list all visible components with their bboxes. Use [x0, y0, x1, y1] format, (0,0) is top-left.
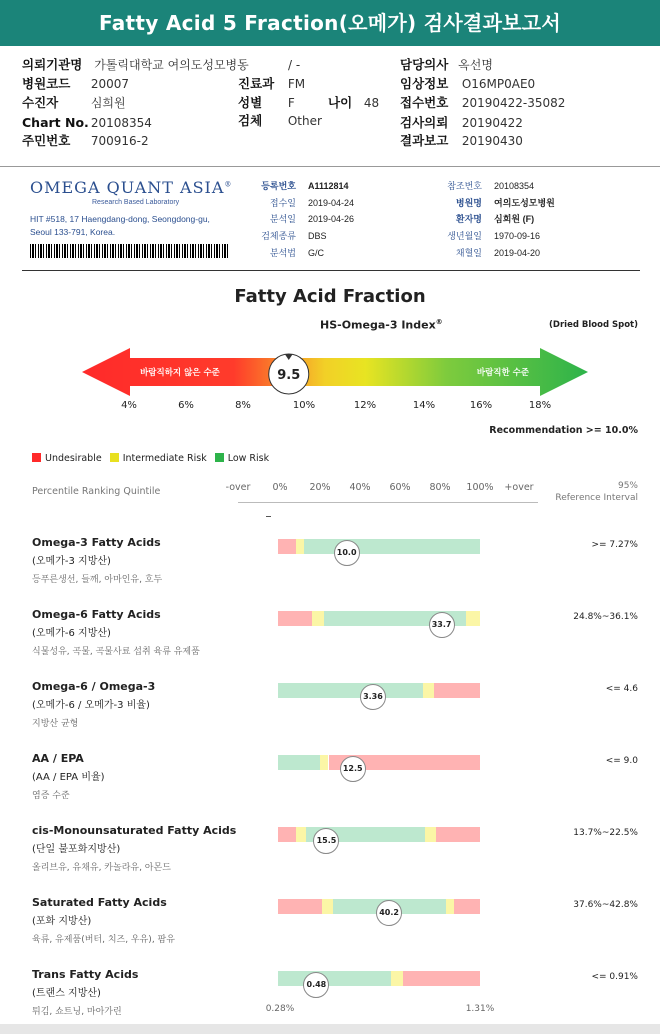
gauge-tick-label: 10% [292, 400, 316, 411]
gauge-tick-label: 14% [412, 400, 436, 411]
row-korean-title: (트랜스 지방산) [32, 988, 101, 999]
gauge-marker [269, 354, 309, 394]
slash-value: / - [288, 58, 301, 72]
divider [0, 166, 660, 167]
divider [22, 270, 640, 271]
id-label: 주민번호 [22, 133, 71, 148]
doctor-value: 옥선명 [458, 58, 493, 72]
age-label: 나이 [328, 95, 353, 110]
name-label: 수진자 [22, 95, 59, 110]
ri-line1: 95% [617, 481, 638, 491]
fatty-acid-row [32, 824, 272, 873]
bar-segment-yellow [391, 971, 403, 986]
gauge-tick-label: 18% [528, 400, 552, 411]
fatty-acid-row [32, 680, 272, 729]
dept-label: 진료과 [238, 76, 275, 91]
reference-interval: >= 7.27% [591, 540, 638, 550]
bar-segment-yellow [322, 899, 332, 914]
bar-segment-yellow [296, 539, 304, 554]
draw-label: 채혈일 [455, 248, 482, 258]
reg-value: A1112814 [308, 181, 349, 191]
legend-low [215, 453, 269, 464]
hosp-label: 병원명 [455, 198, 482, 208]
bar-segment-red [278, 899, 322, 914]
pat-label: 환자명 [455, 214, 482, 224]
scale-label: 80% [429, 482, 451, 493]
bar-segment-green [278, 755, 320, 770]
sex-value: F [287, 96, 295, 110]
percentile-bar [278, 755, 480, 770]
bar-segment-red [278, 611, 312, 626]
scale-dash [266, 516, 271, 517]
risk-legend [32, 453, 269, 464]
legend-swatch-red [32, 453, 41, 462]
request-label: 검사의뢰 [400, 115, 449, 130]
anal-value: 2019-04-26 [308, 214, 355, 224]
scale-line [238, 502, 538, 503]
scale-label: -over [225, 482, 251, 493]
hs-omega-mark: ® [435, 318, 443, 326]
bar-segment-yellow [466, 611, 480, 626]
row-title: Omega-3 Fatty Acids [32, 536, 161, 549]
row-sources: 육류, 유제품(버터, 치즈, 우유), 팜유 [32, 935, 175, 945]
chart-label: Chart No. [22, 115, 89, 130]
bar-segment-red [278, 827, 296, 842]
legend-intermediate-label: Intermediate Risk [122, 453, 207, 464]
institution-label: 의뢰기관명 [22, 57, 83, 72]
method-label: 분석법 [269, 248, 296, 258]
recv-value: 2019-04-24 [308, 198, 355, 208]
value-marker: 15.5 [313, 828, 339, 854]
bar-segment-red [403, 971, 480, 986]
fatty-acid-row [32, 896, 272, 945]
reference-interval: 13.7%~22.5% [573, 828, 638, 838]
reg-label: 등록번호 [261, 181, 296, 191]
reference-interval: <= 9.0 [605, 756, 638, 766]
bottom-strip [0, 1024, 660, 1034]
scale-label: 0% [272, 482, 288, 493]
dob-value: 1970-09-16 [494, 231, 541, 241]
lab-logo-subtitle: Research Based Laboratory [92, 199, 180, 206]
row-sources: 식물성유, 곡물, 곡물사료 섭취 육류 유제품 [32, 647, 200, 657]
scale-label: 100% [466, 482, 494, 493]
row-korean-title: (오메가-3 지방산) [32, 556, 111, 567]
barcode [30, 244, 230, 258]
ref-value: 20108354 [494, 181, 535, 191]
anal-label: 분석일 [269, 214, 296, 224]
omega-index-gauge [0, 340, 660, 404]
scale-label: 60% [389, 482, 411, 493]
lab-logo-text: OMEGA QUANT ASIA [30, 178, 225, 197]
scale-label: 40% [349, 482, 371, 493]
receipt-value: 20190422-35082 [461, 96, 566, 110]
spec-label: 검체종류 [261, 231, 296, 241]
dried-blood-spot-note: (Dried Blood Spot) [549, 320, 638, 330]
legend-intermediate [110, 453, 207, 464]
bar-segment-yellow [320, 755, 328, 770]
bar-segment-red [454, 899, 480, 914]
reference-interval: <= 0.91% [591, 972, 638, 982]
gauge-tick-label: 8% [235, 400, 251, 411]
doctor-label: 담당의사 [400, 57, 449, 72]
report-label: 결과보고 [400, 133, 449, 148]
lab-logo-mark: ® [224, 180, 233, 189]
hs-omega-title-text: HS-Omega-3 Index [320, 318, 436, 332]
dept-value: FM [287, 77, 306, 91]
row-korean-title: (오메가-6 / 오메가-3 비율) [32, 700, 150, 711]
bar-segment-green [278, 971, 391, 986]
recv-label: 접수일 [269, 198, 296, 208]
spec-value: DBS [308, 231, 327, 241]
ri-line2: Reference Interval [555, 493, 638, 503]
row-title: AA / EPA [32, 752, 84, 765]
specimen-value: Other [287, 114, 322, 128]
institution-value: 가톨릭대학교 여의도성모병동 [94, 58, 249, 72]
legend-swatch-yellow [110, 453, 119, 462]
gauge-right-text: 바람직한 수준 [476, 368, 530, 378]
clinic-value: O16MP0AE0 [461, 77, 536, 91]
report-value: 20190430 [461, 134, 523, 148]
footer-right: 1.31% [465, 1004, 495, 1014]
fatty-acid-row [32, 752, 272, 801]
ref-label: 참조번호 [447, 181, 482, 191]
gauge-tick-label: 12% [353, 400, 377, 411]
lab-logo [30, 178, 232, 197]
row-title: Omega-6 / Omega-3 [32, 680, 156, 693]
bar-segment-yellow [425, 827, 435, 842]
row-korean-title: (AA / EPA 비율) [32, 772, 105, 783]
legend-undesirable-label: Undesirable [45, 453, 102, 464]
report-title: Fatty Acid 5 Fraction(오메가) 검사결과보고서 [0, 0, 660, 46]
name-value: 심희원 [90, 96, 126, 110]
row-korean-title: (포화 지방산) [32, 916, 92, 927]
value-marker: 3.36 [360, 684, 386, 710]
age-value: 48 [363, 96, 380, 110]
gauge-tick-label: 6% [178, 400, 194, 411]
value-marker: 10.0 [334, 540, 360, 566]
id-value: 700916-2 [90, 134, 149, 148]
chart-value: 20108354 [90, 116, 152, 130]
gauge-tick-label: 16% [469, 400, 493, 411]
row-title: Trans Fatty Acids [32, 968, 139, 981]
fatty-acid-row [32, 608, 272, 657]
value-marker: 33.7 [429, 612, 455, 638]
row-korean-title: (오메가-6 지방산) [32, 628, 111, 639]
legend-swatch-green [215, 453, 224, 462]
scale-label: +over [504, 482, 534, 493]
reference-interval: 24.8%~36.1% [573, 612, 638, 622]
bar-segment-green [304, 539, 480, 554]
row-sources: 지방산 균형 [32, 719, 79, 729]
request-value: 20190422 [461, 116, 523, 130]
legend-undesirable [32, 453, 102, 464]
sex-label: 성별 [238, 95, 263, 110]
row-sources: 등푸른생선, 들깨, 아마인유, 호두 [32, 575, 163, 585]
hosp-value: 여의도성모병원 [494, 198, 555, 208]
row-title: Saturated Fatty Acids [32, 896, 167, 909]
clinic-label: 임상정보 [400, 76, 449, 91]
row-sources: 염증 수준 [32, 791, 70, 801]
bar-segment-yellow [296, 827, 306, 842]
reference-interval-header [555, 480, 638, 504]
reference-interval: 37.6%~42.8% [573, 900, 638, 910]
bar-segment-yellow [446, 899, 454, 914]
fatty-acid-row [32, 968, 272, 1017]
gauge-tick-label: 4% [121, 400, 137, 411]
pat-value: 심희원 (F) [494, 214, 535, 224]
code-label: 병원코드 [22, 76, 71, 91]
footer-left: 0.28% [265, 1004, 295, 1014]
bar-segment-green [278, 683, 423, 698]
lab-address: HIT #518, 17 Haengdang-dong, Seongdong-gu, Seoul 133-791, Korea. [30, 214, 210, 237]
section-title: Fatty Acid Fraction [234, 286, 426, 307]
row-title: Omega-6 Fatty Acids [32, 608, 161, 621]
bar-segment-red [434, 683, 480, 698]
dob-label: 생년월일 [447, 231, 482, 241]
gauge-value: 9.5 [277, 368, 301, 383]
percentile-header: Percentile Ranking Quintile [32, 486, 161, 497]
reference-interval: <= 4.6 [605, 684, 638, 694]
patient-info [0, 52, 660, 164]
value-marker: 0.48 [303, 972, 329, 998]
row-sources: 올리브유, 유채유, 카놀라유, 아몬드 [32, 863, 171, 873]
value-marker: 40.2 [376, 900, 402, 926]
hs-omega-title [320, 318, 443, 332]
bar-segment-red [436, 827, 480, 842]
percentile-bar [278, 827, 480, 842]
bar-segment-yellow [423, 683, 433, 698]
method-value: G/C [308, 248, 325, 258]
legend-low-label: Low Risk [227, 453, 270, 464]
specimen-label: 검체 [238, 113, 263, 128]
row-korean-title: (단일 불포화지방산) [32, 844, 121, 855]
fatty-acid-row [32, 536, 272, 585]
recommendation: Recommendation >= 10.0% [489, 425, 638, 436]
draw-value: 2019-04-20 [494, 248, 541, 258]
gauge-left-text: 바람직하지 않은 수준 [140, 368, 220, 378]
row-sources: 튀김, 쇼트닝, 마아가린 [32, 1007, 122, 1017]
code-value: 20007 [90, 77, 130, 91]
receipt-label: 접수번호 [400, 95, 449, 110]
bar-segment-red [278, 539, 296, 554]
bar-segment-yellow [312, 611, 324, 626]
scale-label: 20% [309, 482, 331, 493]
row-title: cis-Monounsaturated Fatty Acids [32, 824, 237, 837]
value-marker: 12.5 [340, 756, 366, 782]
percentile-bar [278, 539, 480, 554]
